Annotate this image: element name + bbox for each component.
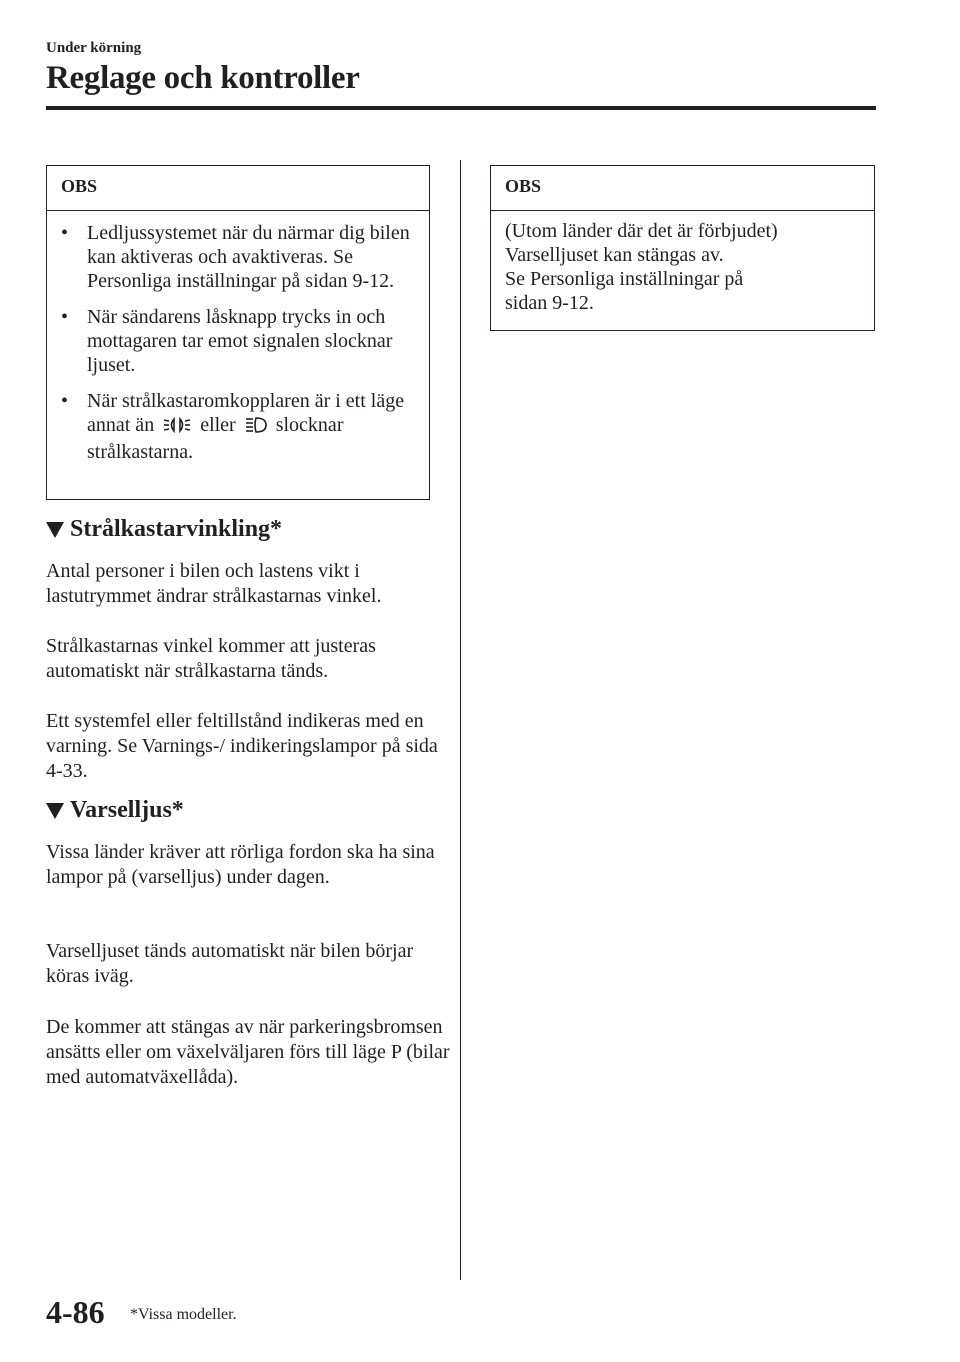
bullet-icon: • <box>61 390 69 412</box>
obs-note-box <box>490 165 875 331</box>
title-rule <box>46 106 876 110</box>
paragraph: Varselljuset tänds automatiskt när bilen börjar köras iväg. <box>46 940 414 987</box>
obs-line: (Utom länder där det är förbjudet) <box>505 220 778 242</box>
page-title: Reglage och kontroller <box>46 60 360 96</box>
paragraph: De kommer att stängas av när parkeringsbromsen ansätts eller om växelväljaren förs till läge P (bilar med automatväxellåda). <box>46 1016 450 1088</box>
column-divider <box>460 160 461 1280</box>
heading-text: Strålkastarvinkling* <box>70 516 283 542</box>
bullet-icon: • <box>61 222 69 244</box>
headlights-icon <box>245 416 267 440</box>
obs-note-box <box>46 165 430 500</box>
page-number: 4-86 <box>46 1294 105 1330</box>
bullet-icon: • <box>61 306 69 328</box>
obs-bullet-text-mid: eller <box>200 414 236 436</box>
obs-label: OBS <box>491 166 874 211</box>
triangle-marker-icon <box>46 803 64 819</box>
section-heading <box>46 516 282 543</box>
obs-bullet-text-after: slocknar strålkastarna. <box>87 414 344 463</box>
obs-bullet-text-before: När strålkastaromkopplaren är i ett läge annat än <box>87 390 405 436</box>
obs-bullet <box>61 389 415 464</box>
obs-body <box>491 211 874 315</box>
obs-bullet <box>61 305 415 377</box>
heading-text: Varselljus* <box>70 797 184 823</box>
obs-bullet-text: Ledljussystemet när du närmar dig bilen kan aktiveras och avaktiveras. Se Personliga inställningar på sidan 9-12. <box>87 222 410 292</box>
paragraph: Strålkastarnas vinkel kommer att justeras automatiskt när strålkastarna tänds. <box>46 635 376 682</box>
paragraph: Antal personer i bilen och lastens vikt i lastutrymmet ändrar strålkastarnas vinkel. <box>46 560 382 607</box>
obs-bullet <box>61 221 415 293</box>
section-heading <box>46 797 184 824</box>
obs-line: sidan 9-12. <box>505 292 594 314</box>
obs-bullet-text: När sändarens låsknapp trycks in och mottagaren tar emot signalen slocknar ljuset. <box>87 306 393 376</box>
footnote: *Vissa modeller. <box>130 1306 237 1323</box>
paragraph: Vissa länder kräver att rörliga fordon ska ha sina lampor på (varselljus) under dagen. <box>46 841 435 888</box>
section-label: Under körning <box>46 40 142 56</box>
paragraph: Ett systemfel eller feltillstånd indikeras med en varning. Se Varnings-/ indikeringslampor på sida 4-33. <box>46 710 438 782</box>
parking-lights-icon <box>163 416 191 440</box>
obs-line: Se Personliga inställningar på <box>505 268 744 290</box>
triangle-marker-icon <box>46 522 64 538</box>
obs-label: OBS <box>47 166 429 211</box>
obs-body <box>47 211 429 464</box>
obs-line: Varselljuset kan stängas av. <box>505 244 724 266</box>
